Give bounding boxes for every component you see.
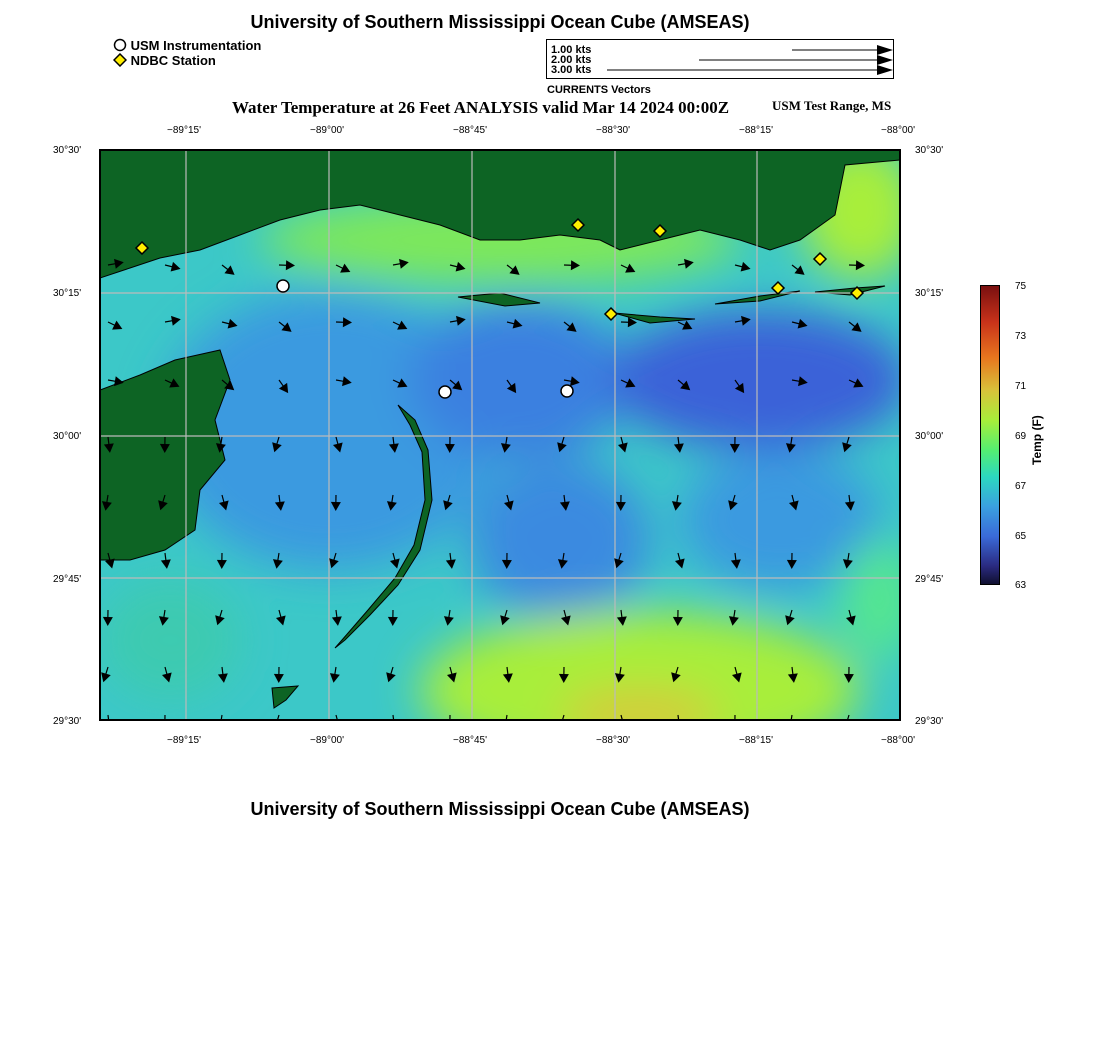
colorbar-tick-69: 69 [1015,431,1027,442]
current-vector-head [674,721,684,731]
lat-tick-left-5: 29°30' [53,716,82,727]
usm-instrument-marker[interactable] [561,385,573,397]
lat-tick-right-1: 30°30' [915,145,944,156]
lon-tick-bottom-1: −89°15' [167,735,201,746]
current-vector-head [842,720,852,730]
region-label: USM Test Range, MS [772,98,892,113]
lon-tick-bottom-2: −89°00' [310,735,344,746]
colorbar-tick-73: 73 [1015,331,1027,342]
colorbar-tick-67: 67 [1015,481,1027,492]
vector-label-1: 1.00 kts [551,44,592,56]
lat-tick-right-3: 30°00' [915,431,944,442]
current-vector-head [216,721,226,731]
lon-tick-top-2: −89°00' [310,125,344,136]
current-vector-head [445,722,455,731]
vector-label-3: 3.00 kts [551,64,592,76]
current-vector-head [389,721,399,731]
legend-usm-label: USM Instrumentation [130,38,262,53]
lon-tick-bottom-6: −88°00' [881,735,915,746]
colorbar-label: Temp (F) [1030,415,1044,465]
lon-tick-top-1: −89°15' [167,125,201,136]
lon-tick-top-6: −88°00' [881,125,915,136]
map-subtitle: Water Temperature at 26 Feet ANALYSIS valid Mar 14 2024 00:00Z [232,98,730,117]
colorbar [980,285,1000,585]
usm-instrument-marker[interactable] [277,280,289,292]
current-vector-head [501,721,511,731]
usm-instrument-marker[interactable] [439,386,451,398]
lon-tick-top-3: −88°45' [453,125,487,136]
legend-ndbc-label: NDBC Station [130,53,216,68]
current-vector-head [618,720,628,730]
map-title: University of Southern Mississippi Ocean Cube (AMSEAS) [250,12,750,32]
lat-tick-right-5: 29°30' [915,716,944,727]
vector-caption: CURRENTS Vectors [547,84,651,96]
vector-label-2: 2.00 kts [551,54,592,66]
current-vector-head [730,722,740,731]
colorbar-tick-65: 65 [1015,531,1027,542]
lat-tick-right-4: 29°45' [915,574,944,585]
lon-tick-bottom-4: −88°30' [596,735,630,746]
lon-tick-bottom-5: −88°15' [739,735,773,746]
current-vector-head [160,722,170,731]
lat-tick-right-2: 30°15' [915,288,944,299]
footer-title: University of Southern Mississippi Ocean Cube (AMSEAS) [250,799,750,819]
lon-tick-top-5: −88°15' [739,125,773,136]
temperature-field [100,140,920,760]
colorbar-tick-75: 75 [1015,281,1027,292]
current-vector-head [786,721,796,731]
lat-tick-left-1: 30°30' [53,145,82,156]
lon-tick-bottom-3: −88°45' [453,735,487,746]
current-vector-head [557,720,567,730]
current-vector-head [333,720,343,730]
lat-tick-left-2: 30°15' [53,288,82,299]
lon-tick-top-4: −88°30' [596,125,630,136]
lat-tick-left-3: 30°00' [53,431,82,442]
current-vector-head [272,720,282,730]
colorbar-tick-63: 63 [1015,580,1027,591]
lat-tick-left-4: 29°45' [53,574,82,585]
colorbar-tick-71: 71 [1015,381,1027,392]
current-vector-head [104,721,114,731]
